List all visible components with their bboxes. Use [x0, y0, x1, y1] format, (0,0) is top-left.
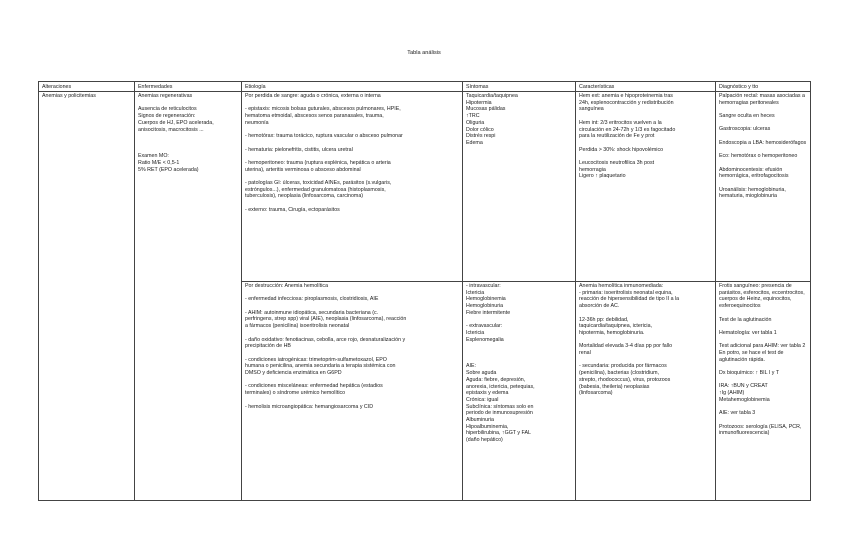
cell-alteraciones [39, 92, 135, 501]
header-caracteristicas: Características [576, 82, 716, 92]
cell-line: inmunofluorescencia) [719, 430, 770, 437]
cell-line: Hematología: ver tabla 1 [719, 329, 777, 336]
cell-line: ↑Ig (AHIM) [719, 390, 745, 397]
cell-line: taquicardia/taquipnea, ictericia, [579, 323, 653, 330]
cell-line: hemorrágica, eritrofagocitosis [719, 173, 789, 180]
cell-line: Frotis sanguíneo: presencia de [719, 283, 792, 289]
cell-line: Por destrucción: Anemia hemolítica [245, 283, 329, 289]
cell-line: Distrés respi [466, 133, 496, 140]
cell-line: renal [579, 350, 591, 356]
cell-line: - enfermedad infecciosa: piroplasmosis, clostridiosis, AIE [245, 296, 379, 303]
cell-line: Mortalidad elevada 3-4 días pp por fallo [579, 343, 673, 350]
cell-line: Gastroscopia: ulceras [719, 126, 771, 133]
cell-sintomas [463, 92, 576, 282]
cell-line: anisocitosis, macrocitosis ... [138, 126, 204, 133]
cell-line: - patologías GI: úlceras, toxicidad AINEs, parásitos (s.vulgaris, [245, 180, 392, 187]
cell-diagnostico [716, 282, 811, 501]
table-row [39, 92, 811, 282]
cell-line: tuberculosis), neoplasia (linfosarcoma, carcinoma) [245, 193, 364, 200]
cell-line: - externo: trauma, Cirugía, ectoparásitos [245, 206, 340, 213]
cell-line: - condiciones misceláneas: enfermedad hepática (estadios [245, 383, 383, 390]
cell-line: Examen MO: [138, 153, 169, 160]
cell-line: IRA: ↑BUN y CREAT [719, 383, 768, 390]
cell-line: - hemoperitoneo: trauma (ruptura esplénica, hepática o arteria [245, 159, 391, 166]
cell-line: Endoscopia a LBA: hemosiderófagos [719, 139, 807, 146]
cell-line: Leucocitosis neutrofilica 3h post [579, 159, 655, 166]
cell-line: 5% RET (EPO acelerada) [138, 166, 199, 173]
cell-line: Dolor cólico [466, 126, 494, 133]
cell-line: Abdominocentesis: efusión [719, 166, 783, 173]
cell-line: Metahemoglobinemia [719, 396, 770, 403]
cell-line: Hemoglobinuria [466, 303, 504, 310]
cell-line: Oliguria [466, 119, 485, 126]
cell-line: Mucosas pálidas [466, 106, 506, 113]
cell-line: Hemoglobinemia [466, 296, 506, 303]
cell-line: 24h, esplenocontracción y redistribución [579, 99, 674, 106]
cell-line: Crónica: igual [466, 396, 499, 403]
cell-line: hiperbilirubina, ↑GGT y FAL [466, 430, 531, 437]
cell-line: Dx bioquímico: ↑ BIL I y T [719, 370, 780, 377]
cell-line: cuerpos de Heinz, equinocitos, [719, 296, 792, 303]
cell-line: AIE: [466, 363, 477, 370]
cell-line: esferoequinocitos [719, 303, 761, 310]
cell-line: - hemotórax: trauma torácico, ruptura vascular o absceso pulmonar [245, 133, 403, 140]
cell-line: Fiebre intermitente [466, 309, 511, 316]
cell-line: Eco: hemotórax o hemoperitoneo [719, 153, 798, 160]
cell-line: Por perdida de sangre: aguda o crónica, externa o interna [245, 93, 381, 99]
cell-line: Albuminuria [466, 417, 494, 424]
analysis-table [38, 81, 811, 501]
cell-line: Subclínica: síntomas solo en [466, 403, 534, 410]
cell-line: Anemias regenerativas [138, 93, 193, 99]
cell-line: Aguda: fiebre, depresión, [466, 376, 526, 383]
cell-line: Test de la aglutinación [719, 316, 772, 323]
cell-line: (daño hepático) [466, 437, 503, 444]
cell-line: hematuria, mioglobinuria [719, 193, 778, 200]
cell-line: Ictericia [466, 289, 485, 296]
cell-line: hipotermia, hemoglobinuria. [579, 329, 645, 336]
cell-line: - AHIM: autoinmune idiopática, secundaria bacteriana (c. [245, 309, 379, 316]
cell-line: Sangre oculta en heces [719, 113, 775, 120]
cell-line: Hipotermia [466, 99, 492, 106]
cell-sintomas [463, 282, 576, 501]
cell-line: perfringens, strep spp) viral (AIE), neoplasia (linfosarcoma), reacción [245, 316, 407, 323]
cell-line: uterina), arteritis verminosa o absceso abdominal [245, 166, 361, 173]
cell-line: epistaxis y edema [466, 390, 509, 397]
cell-line: Sobre aguda [466, 370, 497, 377]
cell-line: sanguínea [579, 106, 604, 113]
cell-line: Esplenomegalia [466, 336, 504, 343]
cell-line: - intravascular: [466, 283, 501, 289]
cell-line: strepto, rhodococcus), virus, protozoos [579, 376, 671, 383]
cell-line: anorexia, ictericia, petequias, [466, 383, 535, 390]
cell-line: Hipoalbuminemia, [466, 423, 509, 430]
cell-line: AIE: ver tabla 3 [719, 410, 756, 417]
cell-etiologia [242, 282, 463, 501]
cell-line: humana o penicilina, anemia secundaria a terapia sistémica con [245, 363, 396, 370]
cell-line: Protozoos: serología (ELISA, PCR, [719, 423, 802, 430]
cell-diagnostico [716, 92, 811, 282]
cell-line: absorción de AC. [579, 303, 620, 310]
header-alteraciones: Alteraciones [39, 82, 135, 92]
cell-line: hemorragias peritoneales [719, 99, 779, 106]
cell-line: parásitos, esferocitos, eccentrocitos, [719, 289, 805, 296]
cell-line: periodo de inmunosupresión [466, 410, 533, 417]
cell-line: - primaria: isoeritrolisis neonatal equina, [579, 289, 673, 296]
cell-line: (linfosarcoma) [579, 390, 613, 397]
header-diagnostico: Diagnóstico y tto [716, 82, 811, 92]
header-enfermedades: Enfermedades [135, 82, 242, 92]
cell-line: - daño oxidativo: fenotiacinas, cebolla, arce rojo, desnaturalización y [245, 336, 406, 343]
cell-line: Ligero ↑ plaquetario [579, 173, 626, 180]
cell-line: para la reutilización de Fe y prot [579, 133, 655, 140]
cell-line: - epistaxis: micosis bolsas guturales, abscesos pulmonares, HPIE, [245, 106, 401, 113]
cell-line: Test adicional para AHIM: ver tabla 2 [719, 343, 806, 350]
cell-line: (babesia, theileria) neoplasias [579, 383, 650, 390]
cell-line: hemorragia [579, 166, 606, 173]
cell-line: precipitación de HB [245, 343, 291, 350]
cell-line: a fármacos (penicilina) isoeritrolisis neonatal [245, 323, 350, 330]
cell-line: aglutinación rápida. [719, 356, 765, 363]
cell-line: Taquicardia/taquipnea [466, 93, 518, 99]
header-etiologia: Etiología [242, 82, 463, 92]
cell-line: hematoma etmoidal, abscesos senos paranasales, trauma, [245, 113, 384, 120]
cell-caracteristicas [576, 92, 716, 282]
cell-line: ↑TRC [466, 113, 480, 120]
cell-line: Signos de regeneración: [138, 113, 196, 120]
cell-line: reacción de hipersensibilidad de tipo II a la [579, 296, 680, 303]
cell-line: Hem int: 2/3 eritrocitos vuelven a la [579, 119, 662, 126]
cell-line: estróngulos...), enfermedad granulomatosa (histoplasmosis, [245, 186, 386, 193]
cell-line: (penicilina), bacterias (clostridium, [579, 370, 660, 377]
cell-line: En potro, se hace el test de [719, 349, 784, 356]
cell-line: Ausencia de reticulocitos [138, 106, 197, 113]
cell-enfermedades [135, 92, 242, 501]
page-title: Tabla análisis [407, 50, 441, 56]
cell-line: - secundaria: producida por fármacos [579, 363, 667, 370]
header-sintomas: Síntomas [463, 82, 576, 92]
cell-line: Uroanálisis: hemoglobinuria, [719, 186, 786, 193]
cell-line: Perdida > 30%: shock hipovolémico [579, 146, 664, 153]
cell-etiologia [242, 92, 463, 282]
cell-line: DMSO y deficiencia enzimática en G6PD [245, 370, 342, 377]
cell-line: neumonía [245, 119, 269, 126]
cell-line: terminales) o síndrome urémico hemolítico [245, 390, 346, 397]
table-header-row [39, 82, 811, 92]
cell-line: - hematuria: pielonefritis, cistitis, ulcera uretral [245, 146, 353, 153]
cell-line: - extravascular: [466, 323, 503, 330]
cell-line: Anemia hemolítica inmunomediada: [579, 283, 664, 289]
cell-line: 12-36h pp: debilidad, [579, 316, 629, 323]
cell-line: Anemias y policitemias [42, 93, 96, 99]
cell-line: - condiciones iatrogénicas: trimetoprim-sulfametoxazol, EPO [245, 356, 387, 363]
cell-caracteristicas [576, 282, 716, 501]
cell-line: circulación en 24-72h y 1/3 es fagocitado [579, 126, 676, 133]
cell-line: Palpación rectal: masas asociadas a [719, 93, 805, 99]
cell-line: Ratio M/E < 0,5-1 [138, 160, 180, 166]
cell-line: - hemolisis microangiopática: hemangiosarcoma y CID [245, 403, 374, 410]
cell-line: Hem ext: anemia e hipoproteinemia tras [579, 93, 673, 99]
cell-line: Edema [466, 139, 483, 146]
cell-line: Ictericia [466, 329, 485, 336]
cell-line: Cuerpos de HJ, EPO acelerada, [138, 119, 214, 126]
